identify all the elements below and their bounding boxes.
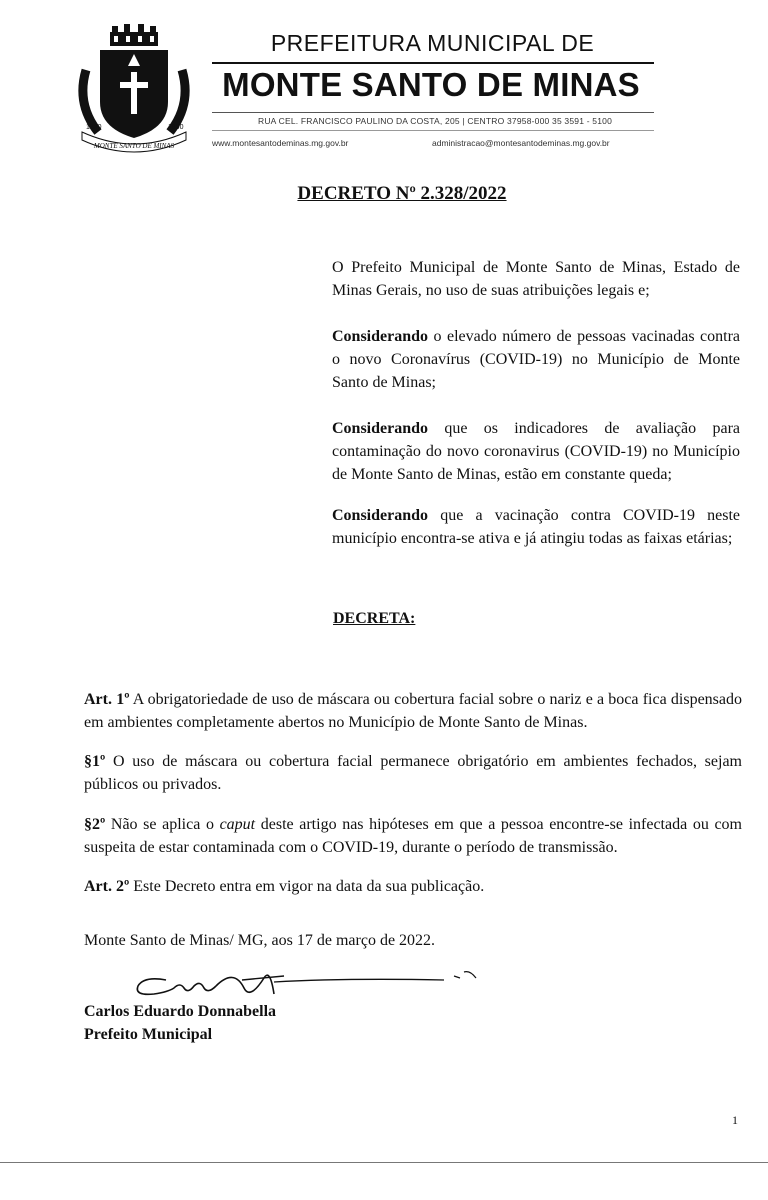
place-and-date: Monte Santo de Minas/ MG, aos 17 de março de 2022.	[84, 932, 436, 949]
letterhead-address: RUA CEL. FRANCISCO PAULINO DA COSTA, 205 | CENTRO 37958-000 35 3591 - 5100	[258, 116, 612, 126]
considerando-lead: Considerando	[332, 328, 429, 345]
article-text: Este Decreto entra em vigor na data da sua publicação.	[129, 878, 485, 895]
decreta-heading: DECRETA:	[333, 610, 416, 627]
decree-title: DECRETO Nº 2.328/2022	[297, 183, 507, 204]
paragraph-1	[84, 750, 742, 796]
considerando-text: que a vacinação contra COVID-19 neste município encontra-se ativa e já atingiu todas as faixas etárias;	[332, 507, 740, 547]
paragraph-text: O uso de máscara ou cobertura facial permanece obrigatório em ambientes fechados, sejam públicos ou privados.	[84, 753, 742, 793]
paragraph-2	[84, 813, 742, 859]
letterhead-rule	[212, 62, 654, 64]
crest-motto: MONTE SANTO DE MINAS	[93, 142, 175, 150]
article-text: A obrigatoriedade de uso de máscara ou cobertura facial sobre o nariz e a boca fica dispensado em ambientes completamente abertos no Município de Monte Santo de Minas.	[84, 691, 742, 731]
letterhead-municipality: MONTE SANTO DE MINAS	[222, 66, 640, 103]
letterhead-website: www.montesantodeminas.mg.gov.br	[212, 138, 349, 148]
municipal-crest-logo	[72, 24, 196, 156]
preamble-intro: O Prefeito Municipal de Monte Santo de Minas, Estado de Minas Gerais, no uso de suas atribuições legais e;	[332, 259, 740, 299]
crest-year-left: 1820	[86, 124, 102, 131]
paragraph-label: §2º	[84, 816, 106, 833]
paragraph-text: Não se aplica o	[105, 816, 220, 833]
considerando-lead: Considerando	[332, 420, 429, 437]
article-2	[84, 875, 742, 898]
paragraph-text-cont: deste artigo nas hipóteses em que a pessoa encontre-se infectada ou com suspeita de estar contaminada com o COVID-19, durante o período de transmissão.	[84, 816, 742, 856]
article-label: Art. 2º	[84, 878, 130, 895]
considerando-3	[332, 504, 740, 550]
paragraph-label: §1º	[84, 753, 106, 770]
considerando-1	[332, 325, 740, 394]
considerando-text: que os indicadores de avaliação para contaminação do novo coronavirus (COVID-19) no Município de Monte Santo de Minas, estão em constante queda;	[332, 420, 740, 483]
considerando-lead: Considerando	[332, 507, 429, 524]
article-label: Art. 1º	[84, 691, 130, 708]
letterhead-rule-2	[212, 112, 654, 113]
paragraph-italic-term: caput	[219, 816, 256, 833]
handwritten-signature	[124, 958, 496, 1008]
footer-rule	[0, 1162, 768, 1163]
letterhead-line1: PREFEITURA MUNICIPAL DE	[270, 30, 595, 56]
letterhead-email: administracao@montesantodeminas.mg.gov.br	[432, 138, 610, 148]
article-1	[84, 688, 742, 734]
letterhead-rule-3	[212, 130, 654, 131]
considerando-text: o elevado número de pessoas vacinadas contra o novo Coronavírus (COVID-19) no Município de Monte Santo de Minas;	[332, 328, 740, 391]
page-number: 1	[732, 1113, 738, 1127]
considerando-2	[332, 417, 740, 486]
crest-year-right: 1890	[168, 124, 184, 131]
signer-role: Prefeito Municipal	[84, 1026, 213, 1043]
signer-name: Carlos Eduardo Donnabella	[84, 1003, 277, 1020]
